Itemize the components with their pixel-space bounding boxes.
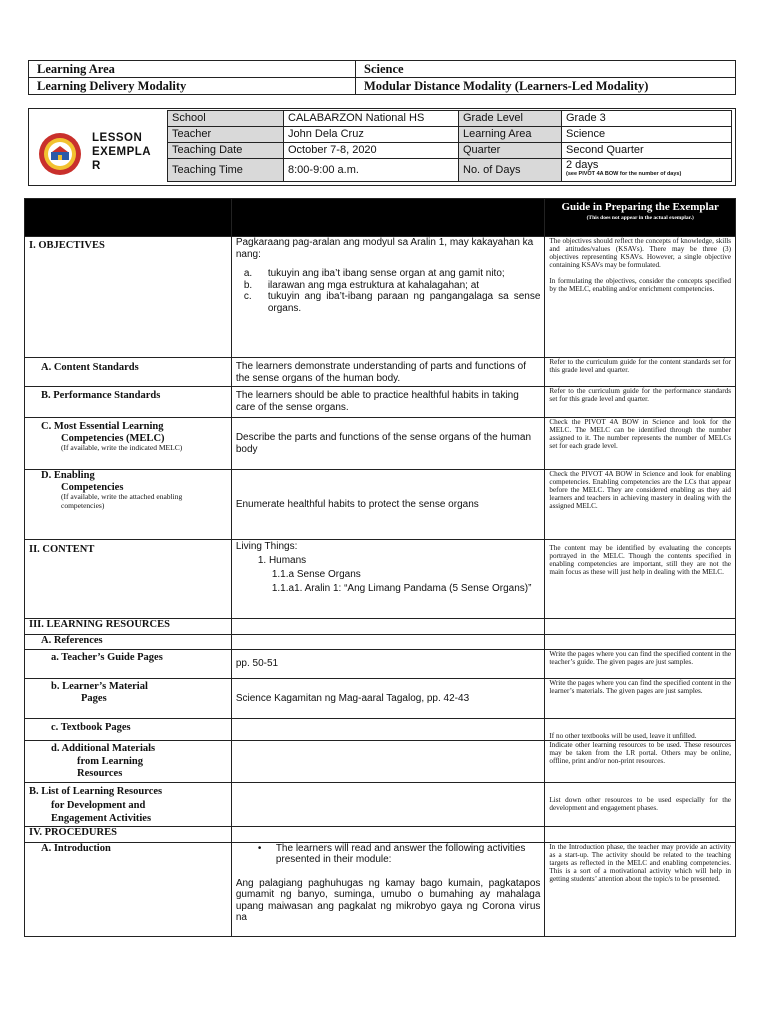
table-row (25, 679, 736, 719)
introduction-passage: Ang palagiang paghuhugas ng kamay bago kumain, pagkatapos gumamit ng banyo, suminga, umubo o bumahing ay mahalaga upang maiwasan ang pagkalat ng mikrobyo gaya ng Corona virus na (235, 877, 541, 923)
resources-label: III. LEARNING RESOURCES (25, 619, 232, 635)
lesson-exemplar-title (92, 131, 151, 173)
learning-resources-list-guide: List down other resources to be used especially for the development and engagement phases. (545, 783, 736, 827)
content-standards-text: The learners demonstrate understanding of parts and functions of the sense organs of the human body. (231, 358, 545, 387)
performance-standards-label: B. Performance Standards (25, 387, 232, 418)
additional-materials-label-cell (25, 741, 232, 783)
objectives-cell (231, 237, 545, 358)
content-guide: The content may be identified by evaluating the concepts portrayed in the MELC. Though the contents specified in enabling competencies are important, still they are not the main focus as these will just help in dealing with the MELC. (545, 540, 736, 619)
table-row (168, 111, 732, 127)
date-value: October 7-8, 2020 (284, 143, 459, 159)
bullet-marker: • (257, 842, 262, 854)
table-row (29, 61, 736, 78)
textbook-guide: If no other textbooks will be used, leave it unfilled. (545, 719, 736, 741)
empty-cell (545, 635, 736, 650)
introduction-label: A. Introduction (25, 842, 232, 936)
school-value: CALABARZON National HS (284, 111, 459, 127)
additional-materials-label-3: Resources (77, 768, 123, 779)
melc-text: Describe the parts and functions of the sense organs of the human body (231, 418, 545, 470)
guide-note: (This does not appear in the actual exemplar.) (586, 215, 694, 221)
introduction-guide: In the Introduction phase, the teacher may provide an activity as a start-up. The activity should be related to the teaching targets as reflected in the MELC and enabling competencies. This is a sort of a motivational activity which will help in getting students’ attention about the topic/s to be presented. (545, 842, 736, 936)
days-cell (562, 159, 732, 182)
list-text: tukuyin ang iba’t ibang sense organ at ang gamit nito; (267, 268, 505, 279)
objectives-guide-2: In formulating the objectives, consider the concepts specified by the MELC, enabling and/or enrichment competencies. (549, 277, 731, 293)
list-marker: c. (243, 291, 252, 302)
content-line-2: 1. Humans (257, 555, 307, 566)
empty-cell (545, 619, 736, 635)
table-row (25, 826, 736, 842)
list-text: tukuyin ang iba’t-ibang paraan ng pangangalaga sa sense organs. (267, 291, 541, 314)
objectives-intro: Pagkaraang pag-aralan ang modyul sa Aralin 1, may kakayahan ka nang: (235, 237, 534, 260)
delivery-modality-label: Learning Delivery Modality (29, 78, 356, 95)
grade-label: Grade Level (459, 111, 562, 127)
area-label: Learning Area (459, 127, 562, 143)
enabling-label-cell (25, 470, 232, 540)
content-cell (231, 540, 545, 619)
additional-materials-guide: Indicate other learning resources to be used. These resources may be taken from the LR portal. Others may be online, offline, print and/or non-print resources. (545, 741, 736, 783)
lesson-line-3: R (92, 160, 101, 172)
days-note: (see PIVOT 4A BOW for the number of days) (566, 171, 682, 177)
empty-cell (231, 783, 545, 827)
content-standards-label: A. Content Standards (25, 358, 232, 387)
content-standards-guide: Refer to the curriculum guide for the content standards set for this grade level and quarter. (545, 358, 736, 387)
table-row (168, 159, 732, 182)
lesson-line-1: LESSON (92, 132, 143, 144)
additional-materials-label-2: from Learning (77, 755, 144, 767)
list-item (243, 268, 541, 280)
learners-material-guide: Write the pages where you can find the specified content in the learner’s materials. The given pages are just samples. (545, 679, 736, 719)
date-label: Teaching Date (168, 143, 284, 159)
melc-note: (If available, write the indicated MELC) (61, 443, 183, 452)
learners-material-label-cell (25, 679, 232, 719)
empty-cell (231, 619, 545, 635)
additional-materials-label: d. Additional Materials (51, 743, 156, 754)
performance-standards-text: The learners should be able to practice healthful habits in taking care of the sense organs. (231, 387, 545, 418)
table-row (25, 635, 736, 650)
lesson-info-table (167, 110, 732, 182)
table-row (25, 650, 736, 679)
learning-resources-list-label-2: for Development and (51, 799, 146, 811)
quarter-value: Second Quarter (562, 143, 732, 159)
school-label: School (168, 111, 284, 127)
empty-cell (545, 826, 736, 842)
list-item (243, 279, 541, 292)
teachers-guide-label: a. Teacher’s Guide Pages (25, 650, 232, 679)
table-row (25, 540, 736, 619)
melc-label-2: Competencies (MELC) (61, 432, 165, 444)
learners-material-label: b. Learner’s Material (51, 681, 148, 692)
header-blank-1 (25, 199, 232, 237)
table-row (25, 199, 736, 237)
content-line-4: 1.1.a1. Aralin 1: “Ang Limang Pandama (5 Sense Organs)” (271, 583, 532, 594)
introduction-bullet-item (236, 843, 541, 866)
learning-area-table (28, 60, 736, 95)
grade-value: Grade 3 (562, 111, 732, 127)
empty-cell (231, 719, 545, 741)
performance-standards-guide: Refer to the curriculum guide for the performance standards set for this grade level and quarter. (545, 387, 736, 418)
introduction-cell (231, 842, 545, 936)
table-row (25, 470, 736, 540)
enabling-text: Enumerate healthful habits to protect the sense organs (231, 470, 545, 540)
learning-resources-list-label: B. List of Learning Resources (29, 786, 163, 797)
table-row (25, 719, 736, 741)
guide-header (545, 199, 736, 237)
learning-resources-list-label-3: Engagement Activities (51, 813, 152, 824)
delivery-modality-value: Modular Distance Modality (Learners-Led Modality) (356, 78, 736, 95)
guide-title: Guide in Preparing the Exemplar (561, 201, 719, 213)
enabling-label: D. Enabling (41, 470, 95, 481)
introduction-text: The learners will read and answer the following activities presented in their module: (275, 842, 526, 865)
empty-cell (231, 635, 545, 650)
teachers-guide-pages: pp. 50-51 (231, 650, 545, 679)
time-value: 8:00-9:00 a.m. (284, 159, 459, 182)
table-row (29, 78, 736, 95)
textbook-label: c. Textbook Pages (25, 719, 232, 741)
teacher-label: Teacher (168, 127, 284, 143)
area-value: Science (562, 127, 732, 143)
list-text: ilarawan ang mga estruktura at kahalagahan; at (267, 279, 480, 291)
learning-area-label: Learning Area (29, 61, 356, 78)
table-row (25, 842, 736, 936)
melc-guide: Check the PIVOT 4A BOW in Science and look for the MELC. The MELC can be identified through the number assigned to it. The number represents the number of MELCs set for each grade level. (545, 418, 736, 470)
melc-label: C. Most Essential Learning (41, 421, 164, 432)
table-row (25, 418, 736, 470)
learners-material-pages: Science Kagamitan ng Mag-aaral Tagalog, pp. 42-43 (231, 679, 545, 719)
procedures-label: IV. PROCEDURES (25, 826, 232, 842)
melc-label-cell (25, 418, 232, 470)
table-row (25, 619, 736, 635)
lesson-line-2: EXEMPLA (92, 146, 152, 158)
learning-area-value: Science (356, 61, 736, 78)
list-marker: a. (243, 268, 253, 279)
table-row (168, 127, 732, 143)
references-label: A. References (25, 635, 232, 650)
objectives-guide-1: The objectives should reflect the concepts of knowledge, skills and attitudes/values (KSAVs). There may be three (3) objectives representing KSAVs. However, a single objective containing KSAVs may be formulated. (549, 237, 731, 269)
list-item (243, 291, 541, 314)
enabling-guide: Check the PIVOT 4A BOW in Science and look for enabling competencies. Enabling competencies are the LCs that appear before the MELC. They are considered enabling as they aid learners and teachers in achieving mastery in dealing with the assigned MELC. (545, 470, 736, 540)
objectives-guide (545, 237, 736, 358)
exemplar-main-table (24, 198, 736, 937)
days-label: No. of Days (459, 159, 562, 182)
enabling-note: (If available, write the attached enabling competencies) (61, 492, 183, 510)
table-row (25, 741, 736, 783)
empty-cell (231, 826, 545, 842)
days-value: 2 days (566, 159, 599, 171)
content-line-3: 1.1.a Sense Organs (271, 569, 361, 580)
objectives-label: I. OBJECTIVES (25, 237, 232, 358)
time-label: Teaching Time (168, 159, 284, 182)
list-marker: b. (243, 279, 253, 291)
content-label: II. CONTENT (25, 540, 232, 619)
objectives-list (236, 268, 541, 314)
quarter-label: Quarter (459, 143, 562, 159)
table-row (25, 237, 736, 358)
enabling-label-2: Competencies (61, 481, 124, 493)
teacher-value: John Dela Cruz (284, 127, 459, 143)
content-line-1: Living Things: (235, 541, 298, 552)
learning-resources-list-label-cell (25, 783, 232, 827)
deped-seal-icon (38, 132, 82, 176)
teachers-guide-guide: Write the pages where you can find the specified content in the teacher’s guide. The given pages are just samples. (545, 650, 736, 679)
header-blank-2 (231, 199, 545, 237)
empty-cell (231, 741, 545, 783)
table-row (25, 783, 736, 827)
learners-material-label-2: Pages (81, 692, 107, 704)
table-row (168, 143, 732, 159)
table-row (25, 387, 736, 418)
table-row (25, 358, 736, 387)
